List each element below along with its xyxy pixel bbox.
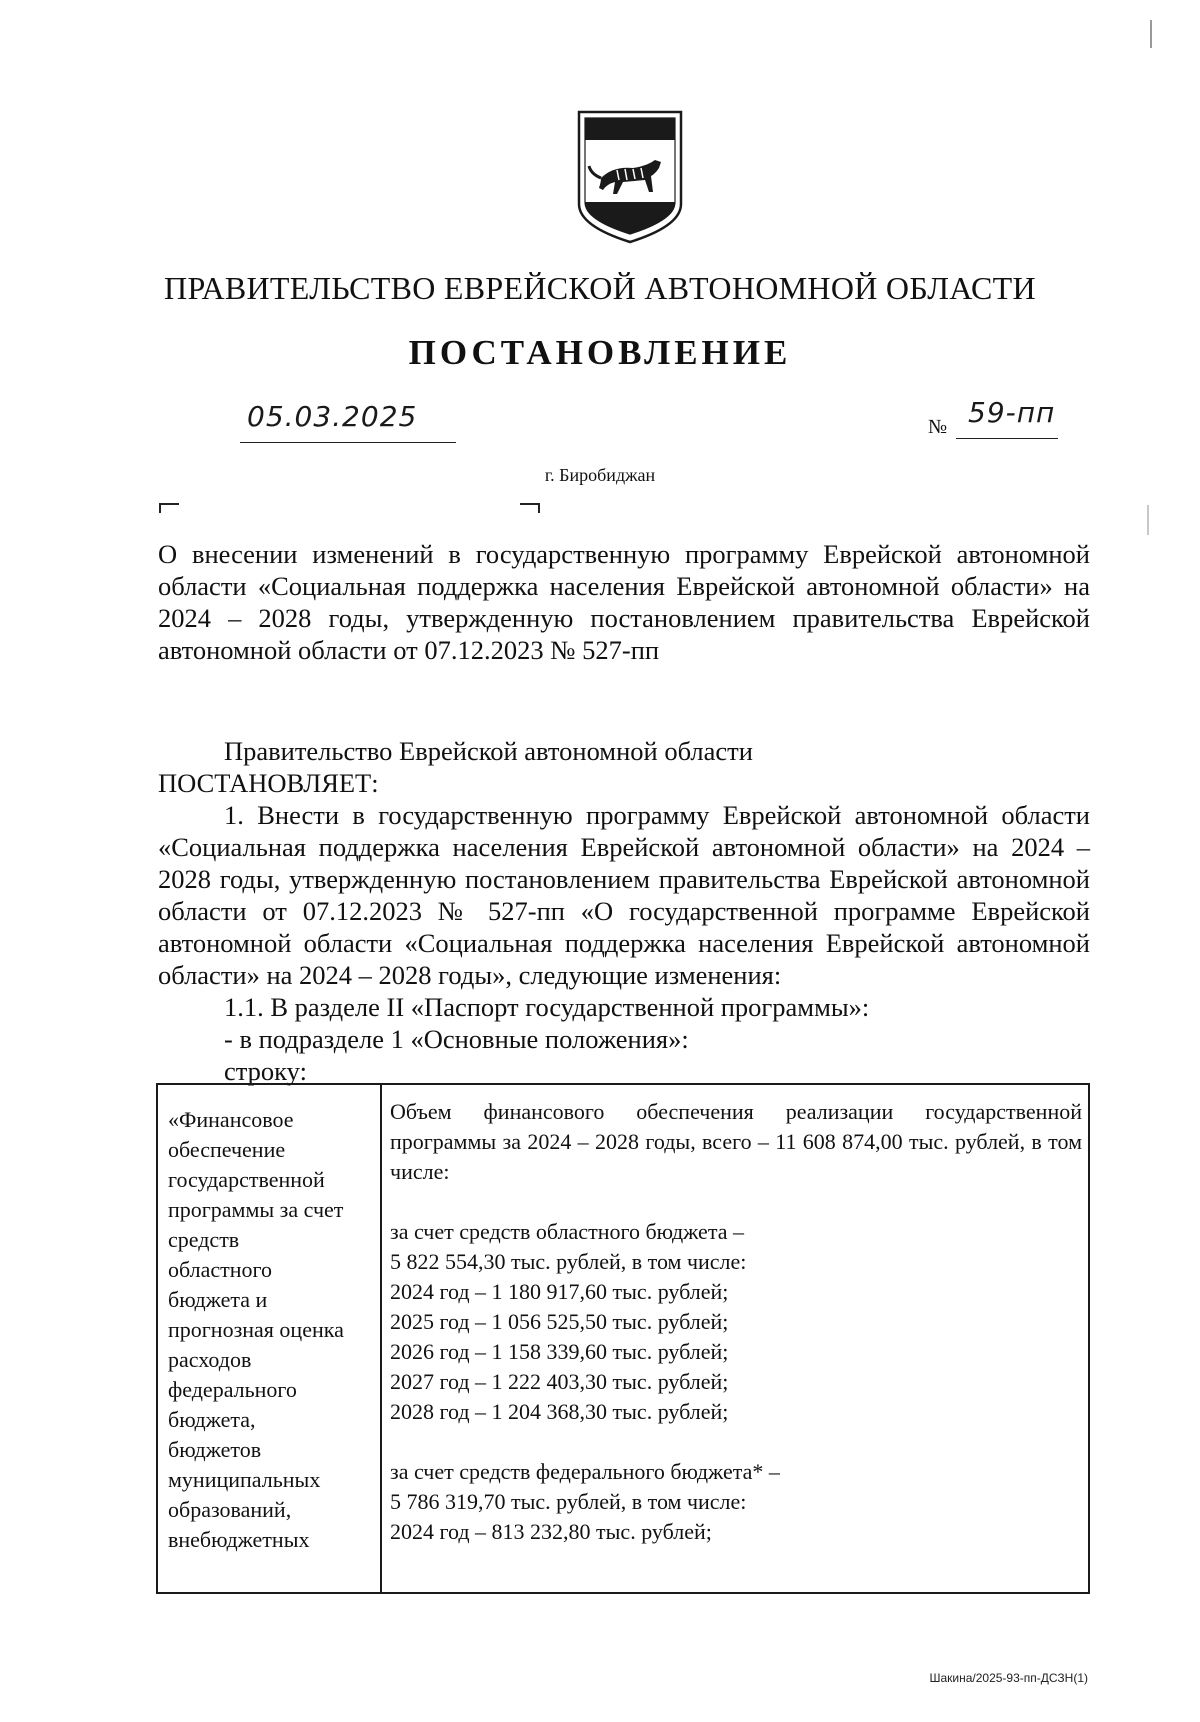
financing-table — [156, 1083, 1090, 1594]
left-cell-line: программы за счет — [168, 1197, 344, 1222]
government-title: ПРАВИТЕЛЬСТВО ЕВРЕЙСКОЙ АВТОНОМНОЙ ОБЛАСТИ — [164, 270, 1036, 306]
handwritten-date: 05.03.2025 — [247, 400, 418, 433]
date-underline — [240, 442, 456, 443]
resolves-line: ПОСТАНОВЛЯЕТ: — [158, 768, 379, 798]
left-cell-line: федерального — [168, 1377, 297, 1402]
left-cell-line: внебюджетных — [168, 1527, 310, 1552]
item-1-1-paragraph: 1.1. В разделе II «Паспорт государственной программы»: — [224, 992, 870, 1022]
government-line: Правительство Еврейской автономной области — [224, 736, 753, 766]
left-cell-line: прогнозная оценка — [168, 1317, 344, 1342]
scan-artifact-line — [1147, 505, 1149, 535]
line-word: строку: — [224, 1056, 307, 1086]
number-underline — [956, 438, 1058, 439]
subject-bracket-right — [520, 503, 540, 513]
number-sign: № — [928, 416, 948, 438]
left-cell-line: средств — [168, 1227, 240, 1252]
footer-document-code: Шакина/2025-93-пп-ДСЗН(1) — [929, 1671, 1088, 1685]
federal-budget-total: 5 786 319,70 тыс. рублей, в том числе: — [390, 1489, 747, 1514]
coat-of-arms-emblem — [573, 108, 687, 248]
document-type-title: ПОСТАНОВЛЕНИЕ — [408, 333, 792, 372]
table-left-cell — [168, 1105, 378, 1555]
left-cell-line: бюджета, — [168, 1407, 256, 1432]
subject-bracket-left — [159, 503, 179, 513]
handwritten-number: 59-пп — [968, 396, 1056, 429]
left-cell-line: областного — [168, 1257, 273, 1282]
left-cell-line: муниципальных — [168, 1467, 321, 1492]
federal-budget-heading: за счет средств федерального бюджета* – — [390, 1459, 780, 1484]
city-name: г. Биробиджан — [544, 465, 656, 485]
federal-year-line: 2024 год – 813 232,80 тыс. рублей; — [390, 1519, 712, 1544]
scan-artifact-line — [1150, 20, 1152, 48]
table-right-cell — [390, 1097, 1082, 1547]
regional-budget-heading: за счет средств областного бюджета – — [390, 1219, 744, 1244]
left-cell-line: бюджетов — [168, 1437, 262, 1462]
regional-year-line: 2025 год – 1 056 525,50 тыс. рублей; — [390, 1309, 729, 1334]
total-financing-text: Объем финансового обеспечения реализации государственной программы за 2024 – 2028 годы, всего – 11 608 874,00 тыс. рублей, в том числе: — [390, 1099, 1082, 1184]
regional-budget-total: 5 822 554,30 тыс. рублей, в том числе: — [390, 1249, 747, 1274]
regional-year-line: 2026 год – 1 158 339,60 тыс. рублей; — [390, 1339, 729, 1364]
item-1-paragraph: 1. Внести в государственную программу Еврейской автономной области «Социальная поддержка населения Еврейской автономной области» на 2024 – 2028 годы, утвержденную постановлением правительства Еврейской автономной области от 07.12.2023 № 527-пп «О государственной программе Еврейской автономной области «Социальная поддержка населения Еврейской автономной области» на 2024 – 2028 годы», следующие изменения: — [158, 800, 1090, 990]
regional-year-line: 2028 год – 1 204 368,30 тыс. рублей; — [390, 1399, 729, 1424]
subsection-line: - в подразделе 1 «Основные положения»: — [224, 1024, 689, 1054]
left-cell-line: образований, — [168, 1497, 292, 1522]
regional-year-line: 2024 год – 1 180 917,60 тыс. рублей; — [390, 1279, 729, 1304]
left-cell-line: государственной — [168, 1167, 325, 1192]
left-cell-line: «Финансовое — [168, 1107, 294, 1132]
document-subject: О внесении изменений в государственную программу Еврейской автономной области «Социальная поддержка населения Еврейской автономной области» на 2024 – 2028 годы, утвержденную постановлением правительства Еврейской автономной области от 07.12.2023 № 527-пп — [158, 539, 1090, 665]
left-cell-line: расходов — [168, 1347, 252, 1372]
table-column-divider — [380, 1085, 382, 1592]
regional-year-line: 2027 год – 1 222 403,30 тыс. рублей; — [390, 1369, 729, 1394]
left-cell-line: обеспечение — [168, 1137, 286, 1162]
left-cell-line: бюджета и — [168, 1287, 268, 1312]
